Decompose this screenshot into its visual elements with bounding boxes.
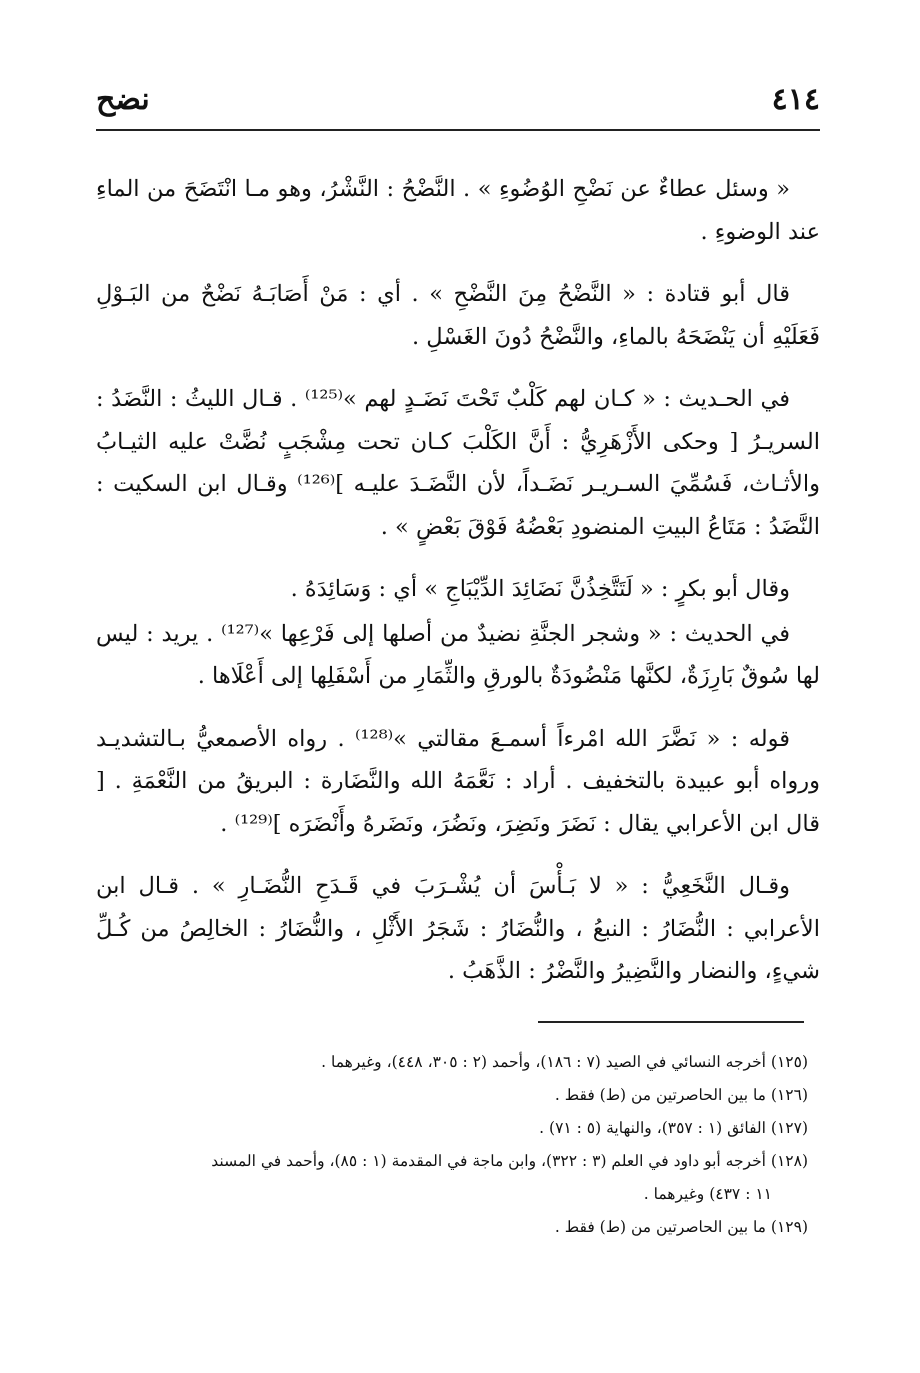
footnote-126: (١٢٦) ما بين الحاصرتين من (ط) فقط . — [554, 1086, 808, 1104]
paragraph-abu-qatada: قال أبو قتادة : « النَّضْحُ مِنَ النَّضْحِ » . أي : مَنْ أَصَابَـهُ نَضْحٌ من البَـوْلِ فَعَلَيْهِ أن يَنْضَحَهُ بالماءِ، والنَّضْحُ دُونَ الغَسْلِ . — [96, 281, 820, 350]
paragraph-abu-bakr: وقال أبو بكرٍ : « لَتَتَّخِذُنَّ نَضَائِدَ الدِّيْبَاجِ » أي : وَسَائِدَهُ . — [290, 576, 790, 602]
footnote-127: (١٢٧) الفائق (١ : ٣٥٧)، والنهاية (٥ : ٧١) . — [539, 1119, 808, 1137]
paragraph-nadh-wudu: « وسئل عطاءٌ عن نَضْحِ الوُضُوءِ » . النَّضْحُ : النَّشْرُ، وهو مـا انْتَضَحَ من الماءِ عند الوضوءِ . — [96, 176, 820, 245]
paragraph-shajar-al-janna: في الحديث : « وشجر الجنَّةِ نضيدٌ من أصلها إلى فَرْعِها »⁽¹²⁷⁾ . يريد : ليس لها سُوقٌ بَارِزَةٌ، لكنَّها مَنْضُودَةٌ بالورقِ والثِّمَارِ من أَسْفَلِها إلى أَعْلَاها . — [96, 620, 820, 689]
footnote-129: (١٢٩) ما بين الحاصرتين من (ط) فقط . — [554, 1218, 808, 1236]
paragraph-nakhai: وقـال النَّخَعِيُّ : « لا بَـأْسَ أن يُشْـرَبَ في قَـدَحِ النُّضَـارِ » . قـال ابن الأعرابي : النُّضَارُ : النبعُ ، والنُّضَارُ : شَجَرُ الأَثْلِ ، والنُّضَارُ : الخالِصُ من كُـلِّ شيءٍ، والنضار والنَّضِيرُ والنَّضْرُ : الذَّهَبُ . — [96, 873, 820, 984]
main-text — [96, 168, 820, 1013]
footnotes — [104, 1046, 808, 1244]
page-number: ٤١٤ — [771, 82, 820, 117]
running-head: نضح — [96, 82, 150, 117]
paragraph-nadad: في الحـديث : « كـان لهم كَلْبٌ تَحْتَ نَضَـدٍ لهم »⁽¹²⁵⁾ . قـال الليثُ : النَّضَدُ : السريـرُ [ وحكى الأَزْهَرِيُّ : أَنَّ الكَلْبَ كـان تحت مِشْجَبٍ نُضَّتْ عليه الثيـابُ والأثـاث، فَسُمِّيَ السـريـر نَضَـداً، لأن النَّضَـدَ عليـه ]⁽¹²⁶⁾ وقـال ابن السكيت : النَّضَدُ : مَتَاعُ البيتِ المنضودِ بَعْضُهُ فَوْقَ بَعْضٍ » . — [96, 386, 821, 540]
page-header — [96, 80, 820, 122]
paragraph-naddara: قوله : « نَضَّرَ الله امْرءاً أسمـعَ مقالتي »⁽¹²⁸⁾ . رواه الأصمعيُّ بـالتشديـد ورواه أبو عبيدة بالتخفيف . أراد : نَعَّمَهُ الله والنَّضَارة : البريقُ من النَّعْمَةِ . [ قال ابن الأعرابي يقال : نَضَرَ ونَضِرَ، ونَضُرَ، ونَضَرهُ وأَنْضَرَه ]⁽¹²⁹⁾ . — [96, 725, 820, 837]
header-divider — [96, 129, 820, 131]
footnote-divider — [538, 1021, 804, 1023]
footnote-128-continued: ١١ : ٤٣٧) وغيرهما . — [643, 1185, 772, 1203]
footnote-125: (١٢٥) أخرجه النسائي في الصيد (٧ : ١٨٦)، وأحمد (٢ : ٣٠٥، ٤٤٨)، وغيرهما . — [321, 1053, 808, 1071]
footnote-128: (١٢٨) أخرجه أبو داود في العلم (٣ : ٣٢٢)، وابن ماجة في المقدمة (١ : ٨٥)، وأحمد في المسند — [211, 1152, 808, 1170]
